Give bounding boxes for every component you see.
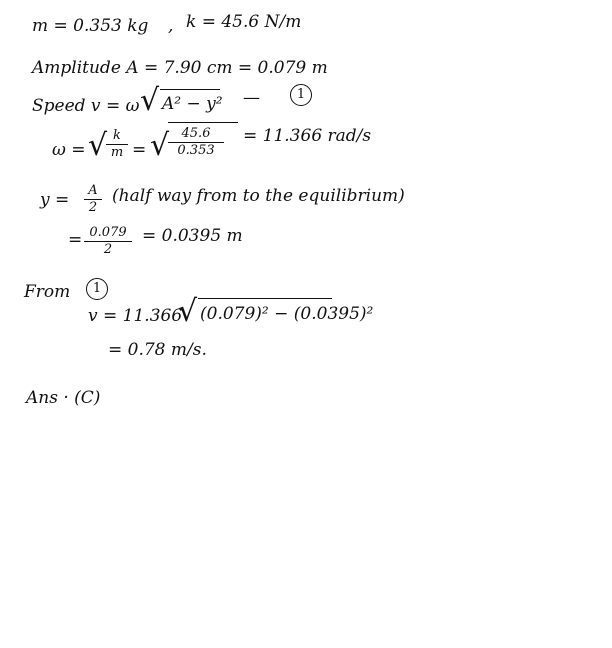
equals-sign: = [132, 140, 147, 160]
fraction-denominator: 2 [88, 199, 98, 215]
from-label: From [24, 282, 71, 302]
speed-substitution-lhs: v = 11.366 [88, 306, 183, 326]
speed-substitution-radicand: (0.079)² − (0.0395)² [200, 304, 374, 324]
spring-constant-given: k = 45.6 N/m [186, 12, 302, 32]
speed-result: = 0.78 m/s. [108, 340, 207, 360]
final-answer: Ans · (C) [26, 388, 101, 408]
y-value-equals: = [68, 230, 83, 250]
y-value-result: = 0.0395 m [142, 226, 243, 246]
sqrt-overbar [168, 122, 238, 123]
fraction-numerator: 45.6 [181, 126, 211, 141]
fraction-numerator: 0.079 [89, 225, 127, 240]
fraction-denominator: 2 [103, 241, 113, 257]
fraction-numerator: A [88, 183, 98, 198]
fraction-denominator: 0.353 [177, 142, 215, 158]
sqrt-sign: √ [140, 83, 160, 118]
speed-formula-lhs: Speed v = ω [32, 96, 140, 116]
omega-lhs: ω = [52, 140, 86, 160]
speed-formula-radicand: A² − y² [162, 94, 223, 114]
sqrt-sign: √ [88, 128, 108, 163]
equation-dash: — [243, 88, 260, 108]
fraction-numeric [84, 226, 132, 256]
fraction-a-over-2 [84, 184, 102, 214]
equation-1-reference: 1 [86, 278, 108, 300]
separator: , [168, 16, 174, 36]
half-way-note: (half way from to the equilibrium) [112, 186, 405, 206]
y-lhs: y = [40, 190, 70, 210]
sqrt-overbar [198, 298, 332, 299]
sqrt-overbar [160, 89, 220, 90]
mass-given: m = 0.353 kg [32, 16, 149, 36]
equation-1-marker: 1 [290, 84, 312, 106]
sqrt-sign: √ [150, 128, 170, 163]
sqrt-sign: √ [178, 294, 198, 329]
amplitude-given: Amplitude A = 7.90 cm = 0.079 m [32, 58, 328, 78]
fraction-denominator: m [110, 144, 124, 160]
fraction-numerator: k [113, 128, 121, 143]
omega-result: = 11.366 rad/s [243, 126, 372, 146]
fraction-k-over-m [106, 129, 128, 159]
fraction-numeric [168, 127, 224, 157]
